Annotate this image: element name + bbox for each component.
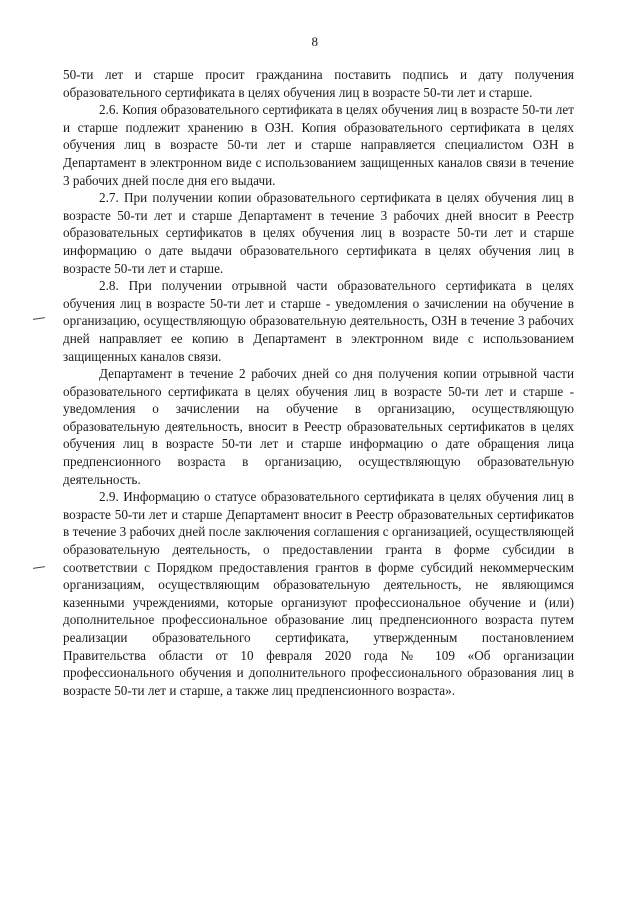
paragraph-2-7: 2.7. При получении копии образовательного сертификата в целях обучения лиц в возрасте 50-ти лет и старше Департамент в течение 3 рабочих дней вносит в Реестр образовательных сертификатов в целях обучения лиц в возрасте 50-ти лет и старше информацию о дате выдачи образовательного сертификата в целях обучения лиц в возрасте 50-ти лет и старше. bbox=[63, 190, 574, 276]
document-body bbox=[63, 66, 574, 699]
page-number: 8 bbox=[311, 34, 319, 49]
paragraph-2-9: 2.9. Информацию о статусе образовательного сертификата в целях обучения лиц в возрасте 50-ти лет и старше Департамент вносит в Реестр образовательных сертификатов в течение 3 рабочих дней после заключения соглашения с организацией, осуществляющей образовательную деятельность, о предоставлении гранта в форме субсидии в соответствии с Порядком предоставления грантов в форме субсидий некоммерческим организациям, осуществляющим образовательную деятельность, не являющимся казенными учреждениями, которые организуют профессиональное обучение и (или) дополнительное профессиональное образование лиц предпенсионного возраста путем реализации образовательного сертификата, утвержденным постановлением Правительства области от 10 февраля 2020 года № 109 «Об организации профессионального обучения и дополнительного профессионального образования лиц в возрасте 50-ти лет и старше, а также лиц предпенсионного возраста». bbox=[63, 489, 574, 698]
margin-mark bbox=[33, 566, 45, 569]
margin-mark bbox=[33, 317, 45, 320]
paragraph-2-6: 2.6. Копия образовательного сертификата в целях обучения лиц в возрасте 50-ти лет и старше подлежит хранению в ОЗН. Копия образовательного сертификата в целях обучения лиц в возрасте 50-ти лет и старше направляется специалистом ОЗН в Департамент в электронном виде с использованием защищенных каналов связи в течение 3 рабочих дней после дня его выдачи. bbox=[63, 102, 574, 188]
paragraph-department: Департамент в течение 2 рабочих дней со дня получения копии отрывной части образовательного сертификата в целях обучения лиц в возрасте 50-ти лет и старше - уведомления о зачислении на обучение в организацию, осуществляющую образовательную деятельность, вносит в Реестр образовательных сертификатов в целях обучения лиц в возрасте 50-ти лет и старше информацию о дате обращения лица предпенсионного возраста в организацию, осуществляющую образовательную деятельность. bbox=[63, 366, 574, 487]
paragraph-continuation: 50-ти лет и старше просит гражданина поставить подпись и дату получения образовательного сертификата в целях обучения лиц в возрасте 50-ти лет и старше. bbox=[63, 67, 574, 100]
paragraph-2-8: 2.8. При получении отрывной части образовательного сертификата в целях обучения лиц в возрасте 50-ти лет и старше - уведомления о зачислении на обучение в организацию, осуществляющую образовательную деятельность, ОЗН в течение 3 рабочих дней направляет ее копию в Департамент в электронном виде с использованием защищенных каналов связи. bbox=[63, 278, 574, 364]
